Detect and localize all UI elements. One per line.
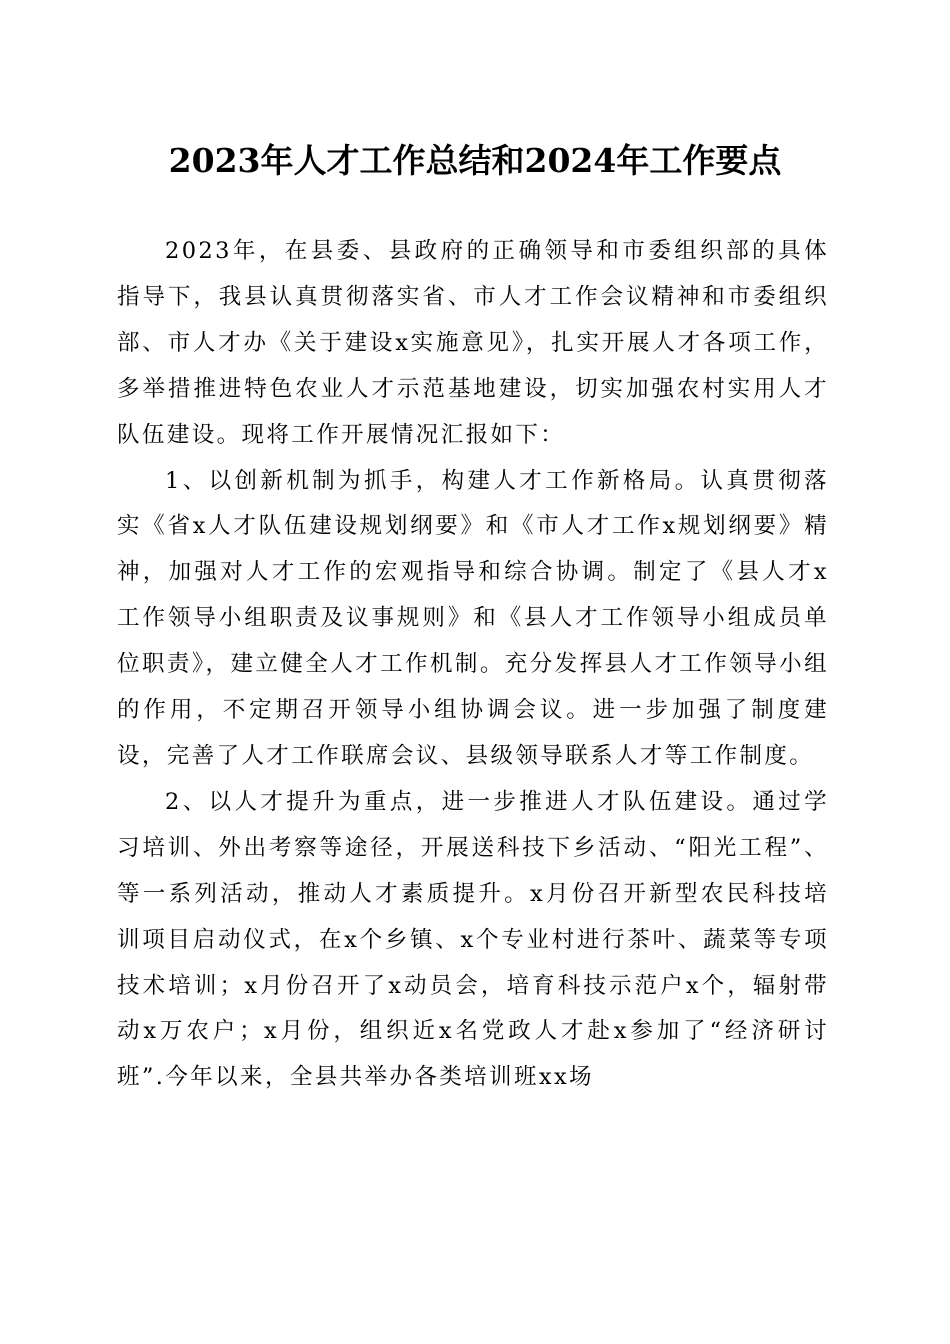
document-title: 2023年人才工作总结和2024年工作要点 xyxy=(168,141,782,180)
document-body xyxy=(117,229,829,1101)
section-2-paragraph: 2、以人才提升为重点，进一步推进人才队伍建设。通过学习培训、外出考察等途径，开展送科技下乡活动、“阳光工程”、等一系列活动，推动人才素质提升。x月份召开新型农民科技培训项目启动仪式，在x个乡镇、x个专业村进行茶叶、蔬菜等专项技术培训；x月份召开了x动员会，培育科技示范户x个，辐射带动x万农户；x月份，组织近x名党政人才赴x参加了“经济研讨班”.今年以来，全县共举办各类培训班xx场 xyxy=(117,788,829,1091)
intro-paragraph: 2023年，在县委、县政府的正确领导和市委组织部的具体指导下，我县认真贯彻落实省、市人才工作会议精神和市委组织部、市人才办《关于建设x实施意见》，扎实开展人才各项工作，多举措推进特色农业人才示范基地建设，切实加强农村实用人才队伍建设。现将工作开展情况汇报如下： xyxy=(117,238,829,448)
section-1-paragraph: 1、以创新机制为抓手，构建人才工作新格局。认真贯彻落实《省x人才队伍建设规划纲要》和《市人才工作x规划纲要》精神，加强对人才工作的宏观指导和综合协调。制定了《县人才x工作领导小组职责及议事规则》和《县人才工作领导小组成员单位职责》，建立健全人才工作机制。充分发挥县人才工作领导小组的作用，不定期召开领导小组协调会议。进一步加强了制度建设，完善了人才工作联席会议、县级领导联系人才等工作制度。 xyxy=(117,467,829,769)
